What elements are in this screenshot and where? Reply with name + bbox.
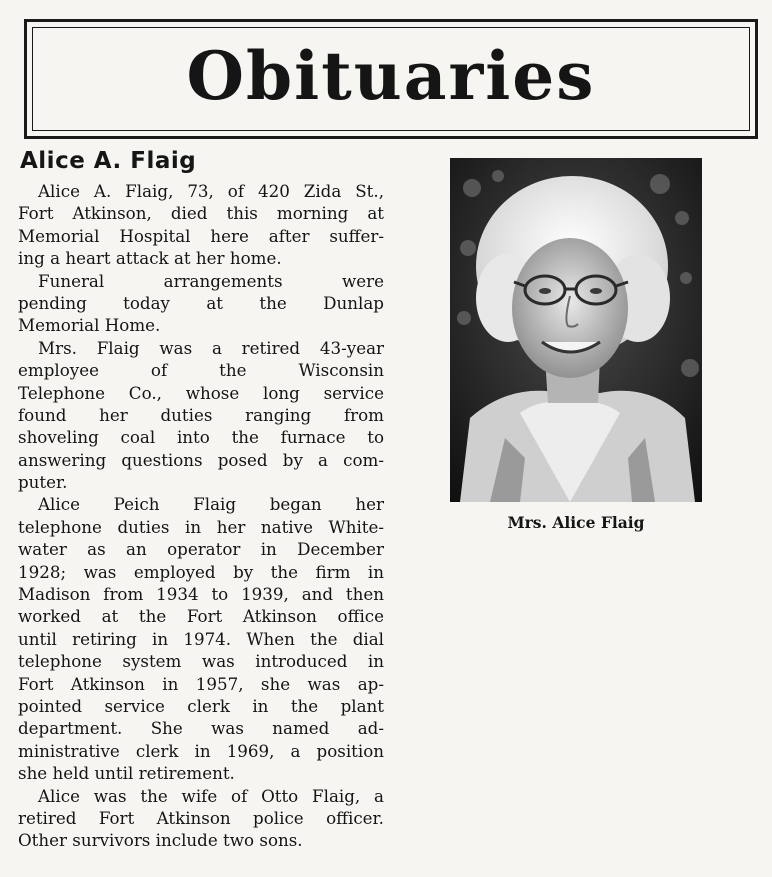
article-line: Telephone Co., whose long service xyxy=(18,382,384,403)
article-line: Memorial Home. xyxy=(18,315,161,336)
obituary-headline: Alice A. Flaig xyxy=(20,148,197,174)
article-line: ministrative clerk in 1969, a position xyxy=(18,740,384,761)
article-line: retired Fort Atkinson police officer. xyxy=(18,807,384,828)
article-line: Mrs. Flaig was a retired 43-year xyxy=(38,337,384,358)
article-line: worked at the Fort Atkinson office xyxy=(18,606,384,627)
article-line: Alice was the wife of Otto Flaig, a xyxy=(38,785,384,806)
article-line: pending today at the Dunlap xyxy=(18,292,384,313)
article-line: Memorial Hospital here after suffer- xyxy=(18,225,384,246)
article-line: 1928; was employed by the firm in xyxy=(18,561,384,582)
article-line: telephone duties in her native White- xyxy=(18,516,384,537)
portrait-photo xyxy=(450,158,702,502)
article-line: answering questions posed by a com- xyxy=(18,449,384,470)
article-line: telephone system was introduced in xyxy=(18,651,384,672)
article-line: Funeral arrangements were xyxy=(38,270,384,291)
portrait-image xyxy=(450,158,702,502)
masthead-banner xyxy=(24,19,758,139)
article-line: she held until retirement. xyxy=(18,763,235,784)
article-line: Madison from 1934 to 1939, and then xyxy=(18,584,384,605)
photo-caption: Mrs. Alice Flaig xyxy=(507,513,645,532)
obituary-article xyxy=(18,180,384,852)
article-line: department. She was named ad- xyxy=(18,718,384,739)
article-line: Fort Atkinson in 1957, she was ap- xyxy=(18,673,384,694)
article-line: until retiring in 1974. When the dial xyxy=(18,628,384,649)
article-line: found her duties ranging from xyxy=(18,404,384,425)
article-line: ing a heart attack at her home. xyxy=(18,248,282,269)
article-line: shoveling coal into the furnace to xyxy=(18,427,384,448)
article-line: pointed service clerk in the plant xyxy=(18,695,384,716)
article-line: water as an operator in December xyxy=(18,539,384,560)
article-line: puter. xyxy=(18,472,68,493)
article-line: Other survivors include two sons. xyxy=(18,830,303,851)
article-line: Alice A. Flaig, 73, of 420 Zida St., xyxy=(38,181,384,201)
article-line: Fort Atkinson, died this morning at xyxy=(18,203,384,224)
article-line: employee of the Wisconsin xyxy=(18,360,384,381)
masthead-title: Obituaries xyxy=(186,37,596,115)
article-line: Alice Peich Flaig began her xyxy=(38,494,384,515)
